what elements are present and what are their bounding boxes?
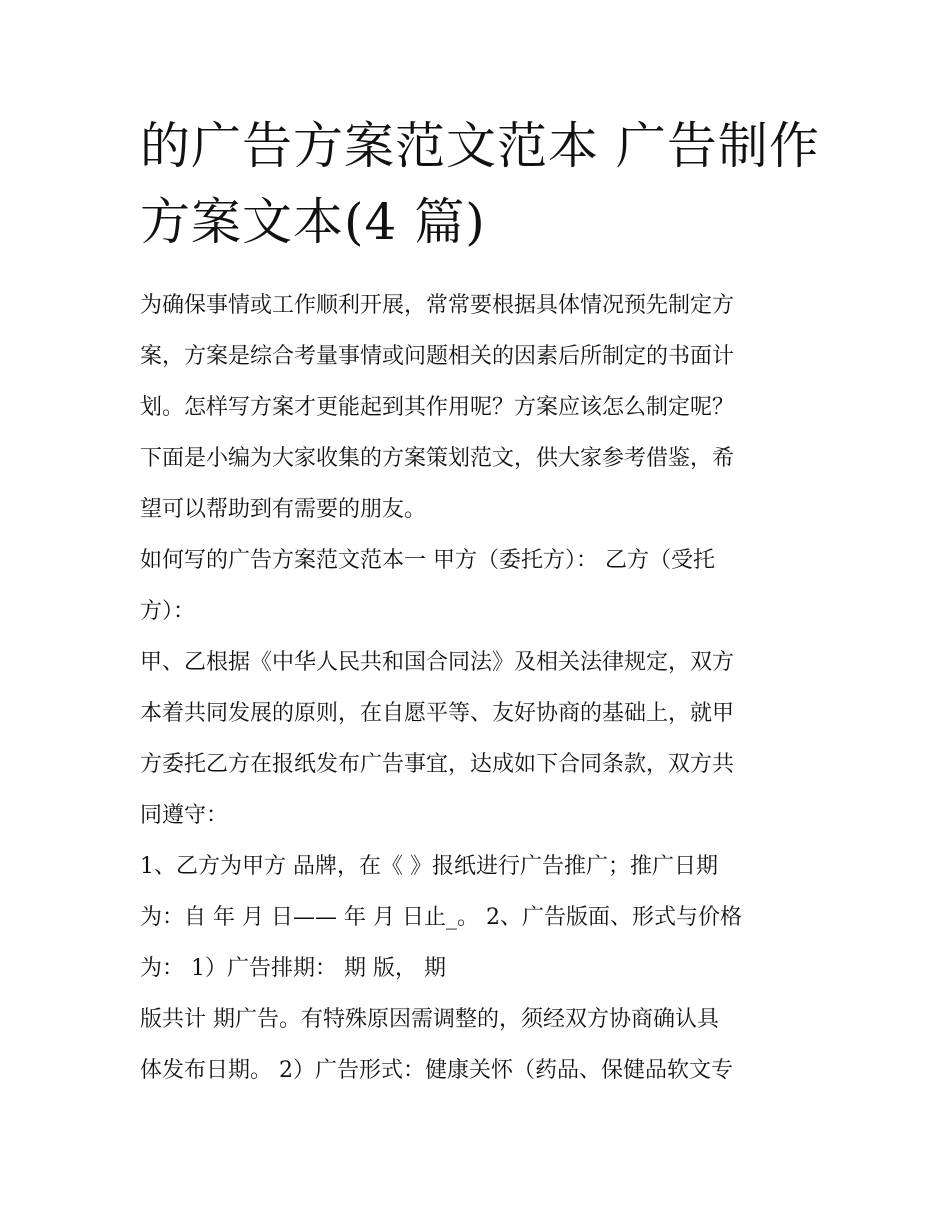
text-line: 下面是小编为大家收集的方案策划范文，供大家参考借鉴，希 [140, 446, 735, 471]
text-line: 1、乙方为甲方 品牌，在《 》报纸进行广告推广；推广日期 [140, 854, 718, 879]
title-line: 方案文本(4 篇) [140, 193, 486, 251]
text-line: 甲、乙根据《中华人民共和国合同法》及相关法律规定，双方 [140, 650, 735, 675]
text-line: 如何写的广告方案范文范本一 甲方（委托方）： 乙方（受托 [140, 548, 715, 573]
text-line: 方）： [140, 599, 196, 624]
text-line: 本着共同发展的原则，在自愿平等、友好协商的基础上，就甲 [140, 701, 735, 726]
text-line: 为确保事情或工作顺利开展，常常要根据具体情况预先制定方 [140, 293, 735, 318]
text-line: 望可以帮助到有需要的朋友。 [140, 497, 427, 522]
text-line: 同遵守： [140, 803, 229, 828]
text-line: 体发布日期。 2）广告形式：健康关怀（药品、保健品软文专 [140, 1058, 733, 1083]
title-line: 的广告方案范文范本 广告制作 [140, 117, 820, 175]
text-line: 版共计 期广告。有特殊原因需调整的，须经双方协商确认具 [140, 1007, 719, 1032]
text-line: 案，方案是综合考量事情或问题相关的因素后所制定的书面计 [140, 344, 735, 369]
document-body [140, 280, 830, 1096]
text-line: 为：自 年 月 日—— 年 月 日止_。 2、广告版面、形式与价格 [140, 905, 742, 930]
text-line: 划。怎样写方案才更能起到其作用呢？方案应该怎么制定呢？ [140, 395, 735, 420]
text-line: 方委托乙方在报纸发布广告事宜，达成如下合同条款，双方共 [140, 752, 735, 777]
document-title [140, 108, 820, 260]
text-line: 为： 1）广告排期： 期 版， 期 [140, 956, 446, 981]
